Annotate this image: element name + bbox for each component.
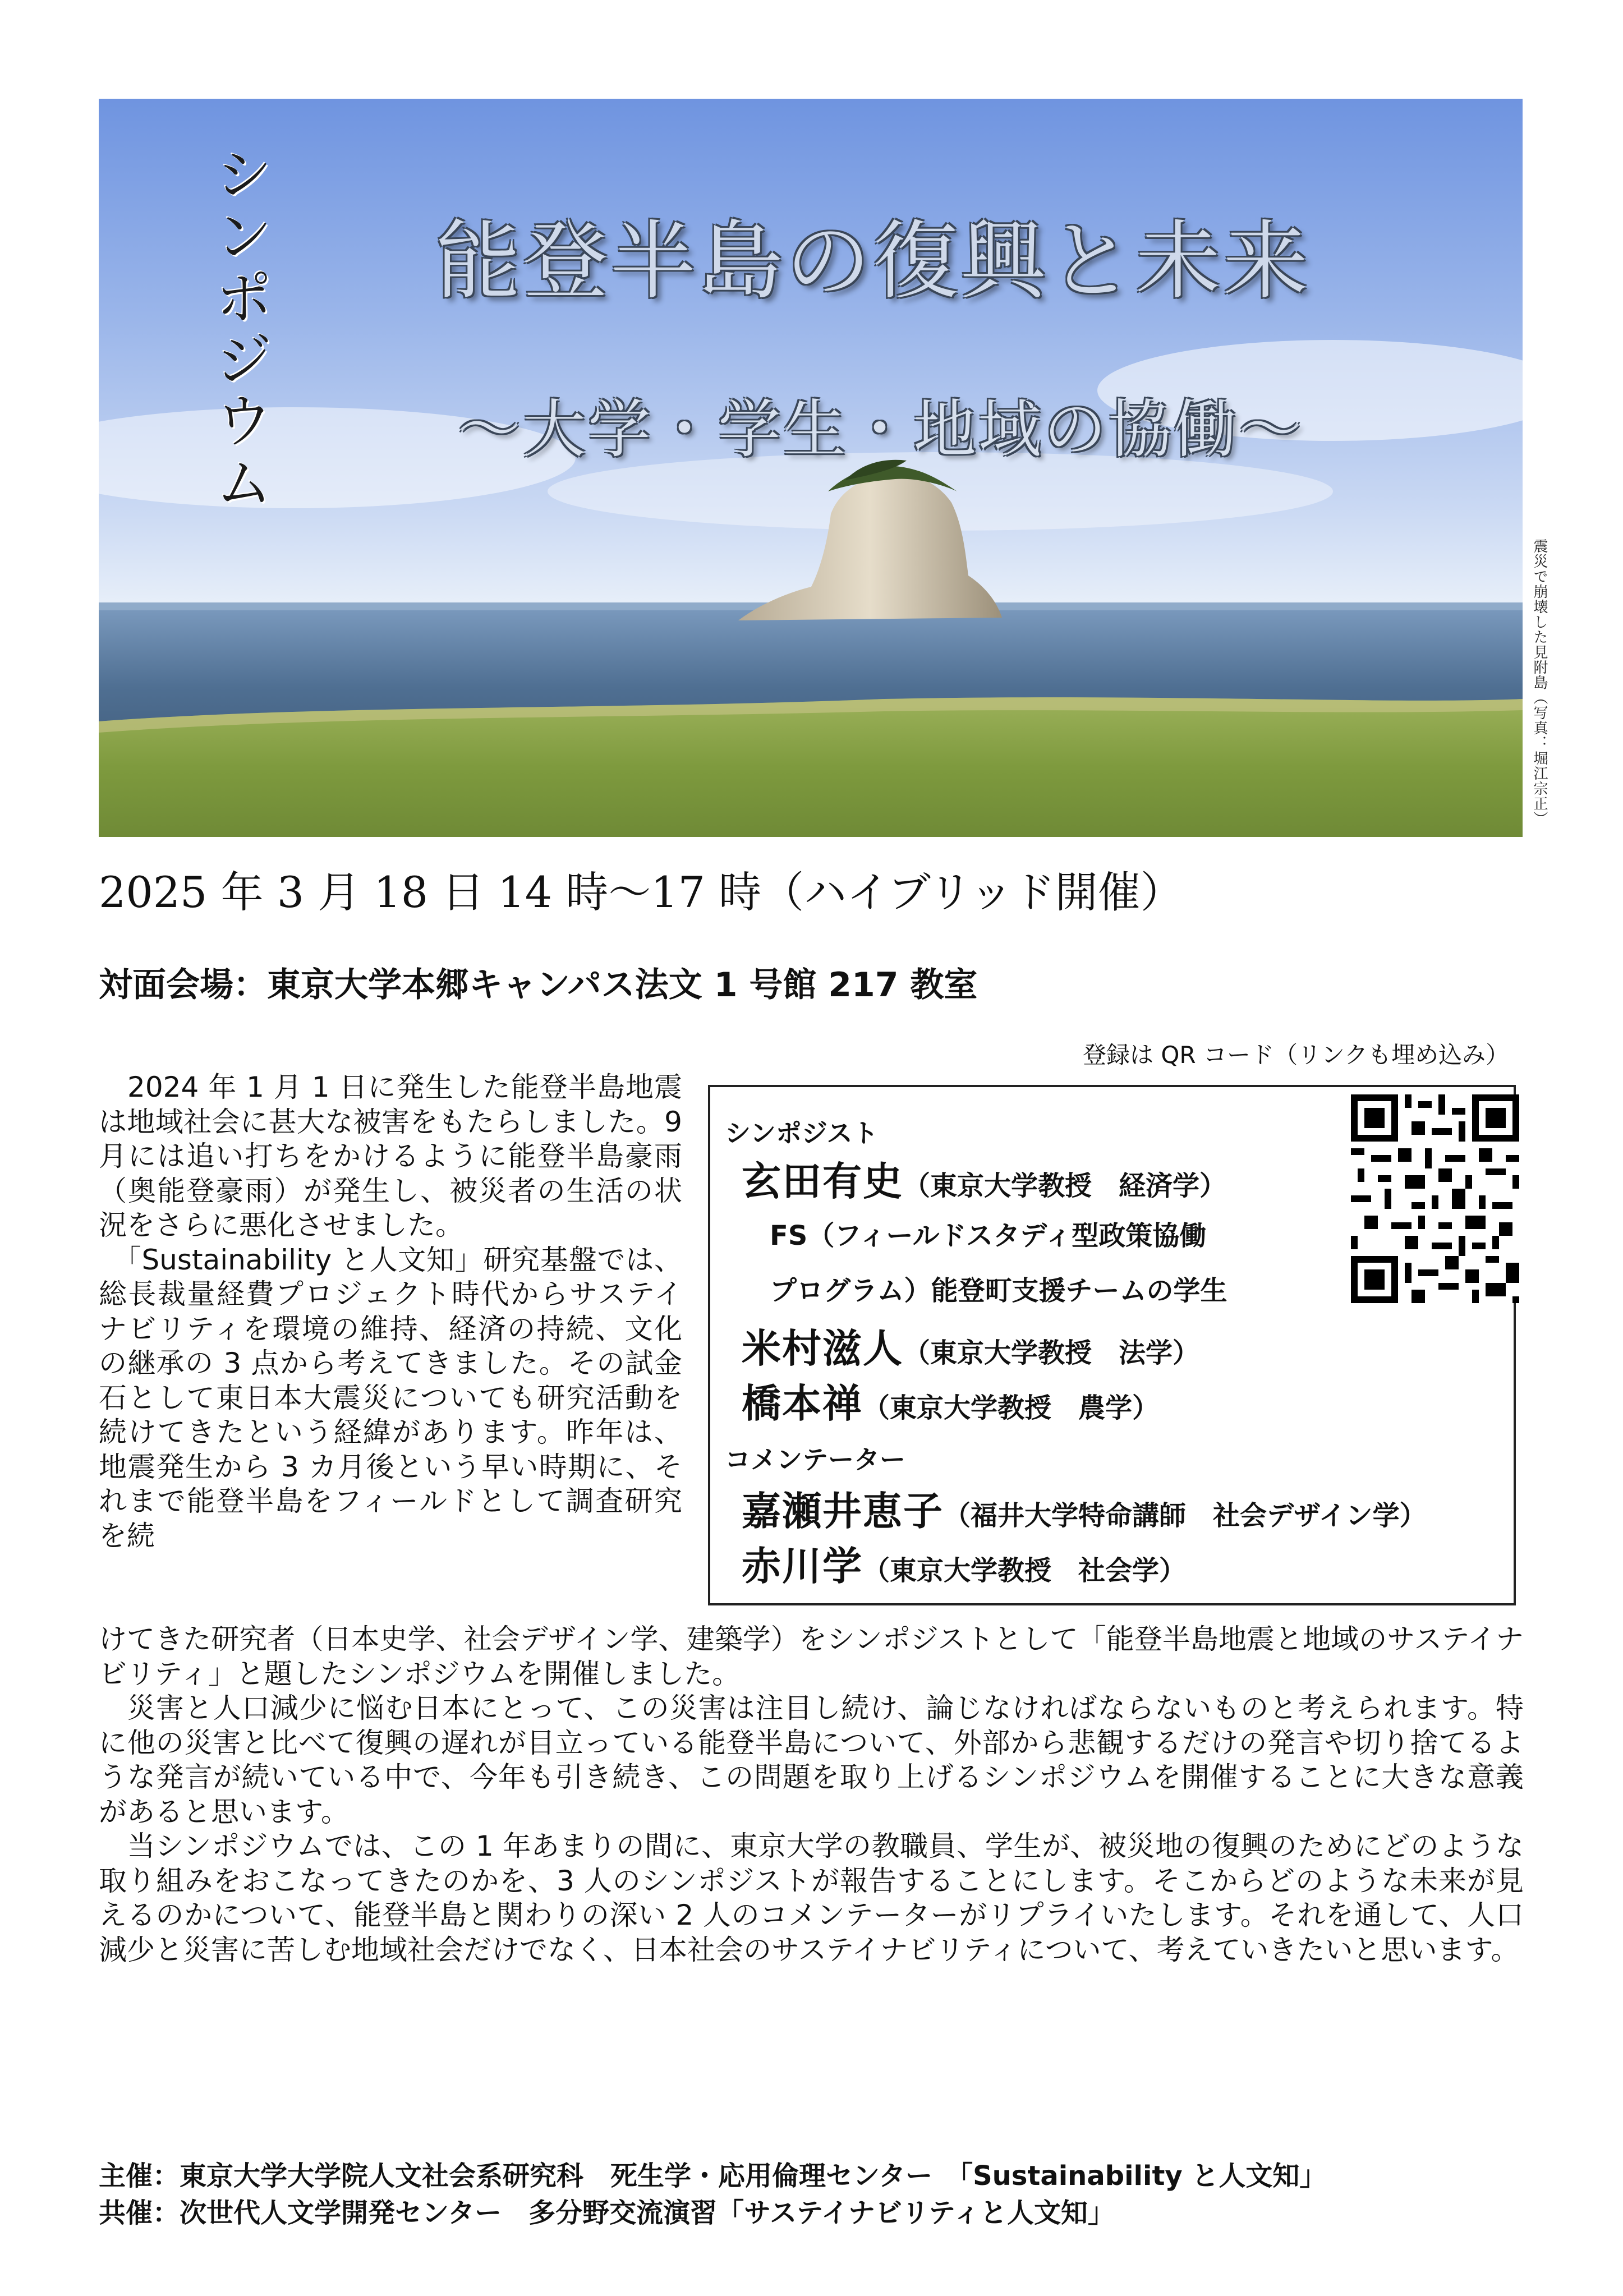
fs-team-line-1: FS（フィールドスタディ型政策協働 <box>770 1220 1207 1251</box>
commentator-2 <box>742 1535 1186 1591</box>
speaker-2-affiliation: （東京大学教授 法学） <box>903 1337 1200 1369</box>
registration-note: 登録は QR コード（リンクも埋め込み） <box>1083 1041 1510 1069</box>
symposiast-heading: シンポジスト <box>725 1118 879 1148</box>
organizers <box>99 2157 1326 2231</box>
commentator-2-affiliation: （東京大学教授 社会学） <box>863 1555 1187 1586</box>
event-title: 能登半島の復興と未来 <box>435 211 1311 311</box>
paragraph-2-part-a: 「Sustainability と人文知」研究基盤では、総長裁量経費プロジェクト時代からサステイナビリティを環境の維持、経済の持続、文化の継承の 3 点から考えてきました。その試金石として東日本大震災についても研究活動を続けてきたという経緯があります。昨年は、地震発生から 3 カ月後という早い時期に、それまで能登半島をフィールドとして調査研究を続 <box>99 1243 682 1552</box>
event-subtitle: ～大学・学生・地域の協働～ <box>458 393 1304 466</box>
symposium-vertical-label: シンポジウム <box>205 144 273 514</box>
speaker-1-name: 玄田有史 <box>742 1158 903 1204</box>
qr-code-icon[interactable] <box>1351 1094 1519 1304</box>
commentator-1 <box>742 1480 1427 1536</box>
event-datetime: 2025 年 3 月 18 日 14 時～17 時（ハイブリッド開催） <box>99 867 1183 917</box>
speaker-1 <box>742 1150 1226 1207</box>
main-text <box>99 1622 1524 1967</box>
intro-column <box>99 1070 682 1553</box>
speaker-3-name: 橋本禅 <box>742 1381 863 1427</box>
commentator-1-affiliation: （福井大学特命講師 社会デザイン学） <box>944 1500 1427 1531</box>
speaker-1-affiliation: （東京大学教授 経済学） <box>903 1170 1227 1202</box>
commentator-heading: コメンテーター <box>725 1444 905 1475</box>
speaker-3 <box>742 1372 1159 1429</box>
fs-team-line-2: プログラム）能登町支援チームの学生 <box>770 1275 1227 1306</box>
photo-credit: 震災で崩壊した見附島（写真：堀江宗正） <box>1531 539 1548 826</box>
commentator-2-name: 赤川学 <box>742 1543 863 1589</box>
paragraph-4: 当シンポジウムでは、この 1 年あまりの間に、東京大学の教職員、学生が、被災地の復興のためにどのような取り組みをおこなってきたのかを、3 人のシンポジストが報告することにします。そこからどのような未来が見えるのかについて、能登半島と関わりの深い 2 人のコメンテーターがリプライいたします。それを通して、人口減少と災害に苦しむ地域社会だけでなく、日本社会のサステイナビリティについて、考えていきたいと思います。 <box>99 1830 1524 1966</box>
speaker-2 <box>742 1317 1199 1374</box>
paragraph-2-part-b: けてきた研究者（日本史学、社会デザイン学、建築学）をシンポジストとして「能登半島地震と地域のサステイナビリティ」と題したシンポジウムを開催しました。 <box>99 1623 1524 1690</box>
event-venue: 対面会場：東京大学本郷キャンパス法文 1 号館 217 教室 <box>99 965 978 1005</box>
paragraph-3: 災害と人口減少に悩む日本にとって、この災害は注目し続け、論じなければならないものと考えられます。特に他の災害と比べて復興の遅れが目立っている能登半島について、外部から悲観するだけの発言や切り捨てるような発言が続いている中で、今年も引き続き、この問題を取り上げるシンポジウムを開催することに大きな意義があると思います。 <box>99 1692 1524 1828</box>
speaker-3-affiliation: （東京大学教授 農学） <box>863 1392 1160 1424</box>
hero-photo <box>99 99 1523 837</box>
speaker-2-name: 米村滋人 <box>742 1326 903 1372</box>
co-organizer-line: 共催：次世代人文学開発センター 多分野交流演習「サステイナビリティと人文知」 <box>99 2197 1115 2229</box>
organizer-line: 主催：東京大学大学院人文社会系研究科 死生学・応用倫理センター 「Sustainability と人文知」 <box>99 2160 1327 2192</box>
paragraph-1: 2024 年 1 月 1 日に発生した能登半島地震は地域社会に甚大な被害をもたらしました。9 月には追い打ちをかけるように能登半島豪雨（奥能登豪雨）が発生し、被災者の生活の状況をさらに悪化させました。 <box>99 1071 682 1241</box>
commentator-1-name: 嘉瀬井恵子 <box>742 1488 944 1534</box>
